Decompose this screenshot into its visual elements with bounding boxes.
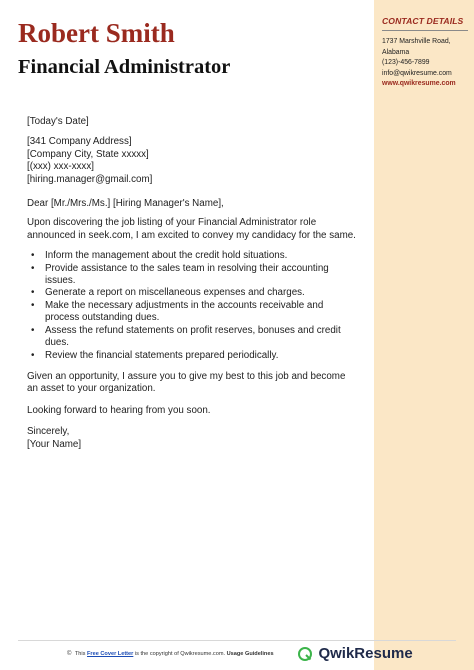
website-link[interactable]: www.qwikresume.com <box>382 80 456 88</box>
company-email: [hiring.manager@gmail.com] <box>27 173 153 185</box>
list-item: • Make the necessary adjustments in the accounts receivable and process outstanding dues. <box>31 299 324 324</box>
job-title: Financial Administrator <box>18 56 231 78</box>
contact-details-heading: CONTACT DETAILS <box>382 16 468 31</box>
letter-date: [Today's Date] <box>27 116 89 127</box>
copyright-note: © This Free Cover Letter is the copyright of Qwikresume.com. Usage Guidelines <box>67 651 274 657</box>
address-line-1: 1737 Marshville Road, <box>382 38 451 45</box>
cover-letter-body <box>27 116 357 451</box>
signoff: Sincerely, <box>27 426 70 438</box>
usage-guidelines-link[interactable]: Usage Guidelines <box>226 651 274 657</box>
responsibility-list <box>27 250 357 362</box>
applicant-name: Robert Smith <box>18 18 175 48</box>
copyright-icon: © <box>67 651 72 657</box>
list-item: • Review the financial statements prepared periodically. <box>31 349 279 361</box>
signature-name: [Your Name] <box>27 438 82 450</box>
page-footer <box>0 640 474 670</box>
free-cover-letter-link[interactable]: Free Cover Letter <box>87 651 134 657</box>
company-city: [Company City, State xxxxx] <box>27 148 149 160</box>
company-address: [341 Company Address] <box>27 136 132 148</box>
list-item: • Provide assistance to the sales team in resolving their accounting issues. <box>31 262 329 287</box>
address-line-2: Alabama <box>382 48 410 56</box>
intro-paragraph: Upon discovering the job listing of your Financial Administrator role announced in seek.com, I am excited to convey my candidacy for the same. <box>27 217 356 241</box>
qwikresume-logo <box>298 645 413 663</box>
list-item: • Generate a report on miscellaneous expenses and charges. <box>31 287 305 299</box>
company-phone: [(xxx) xxx-xxxx] <box>27 161 94 173</box>
qwikresume-logo-icon <box>298 647 312 661</box>
list-item: • Inform the management about the credit hold situations. <box>31 250 288 262</box>
phone-number: (123)-456-7899 <box>382 59 430 67</box>
list-item: • Assess the refund statements on profit reserves, bonuses and credit dues. <box>31 324 341 349</box>
email-address[interactable]: info@qwikresume.com <box>382 69 452 77</box>
contact-sidebar <box>374 0 474 670</box>
qwikresume-brand-text: QwikResume <box>318 645 413 663</box>
salutation: Dear [Mr./Mrs./Ms.] [Hiring Manager's Name], <box>27 198 224 210</box>
footer-divider <box>18 640 456 641</box>
looking-forward-line: Looking forward to hearing from you soon. <box>27 404 211 416</box>
closing-paragraph: Given an opportunity, I assure you to give my best to this job and become an asset to your organization. <box>27 370 346 395</box>
